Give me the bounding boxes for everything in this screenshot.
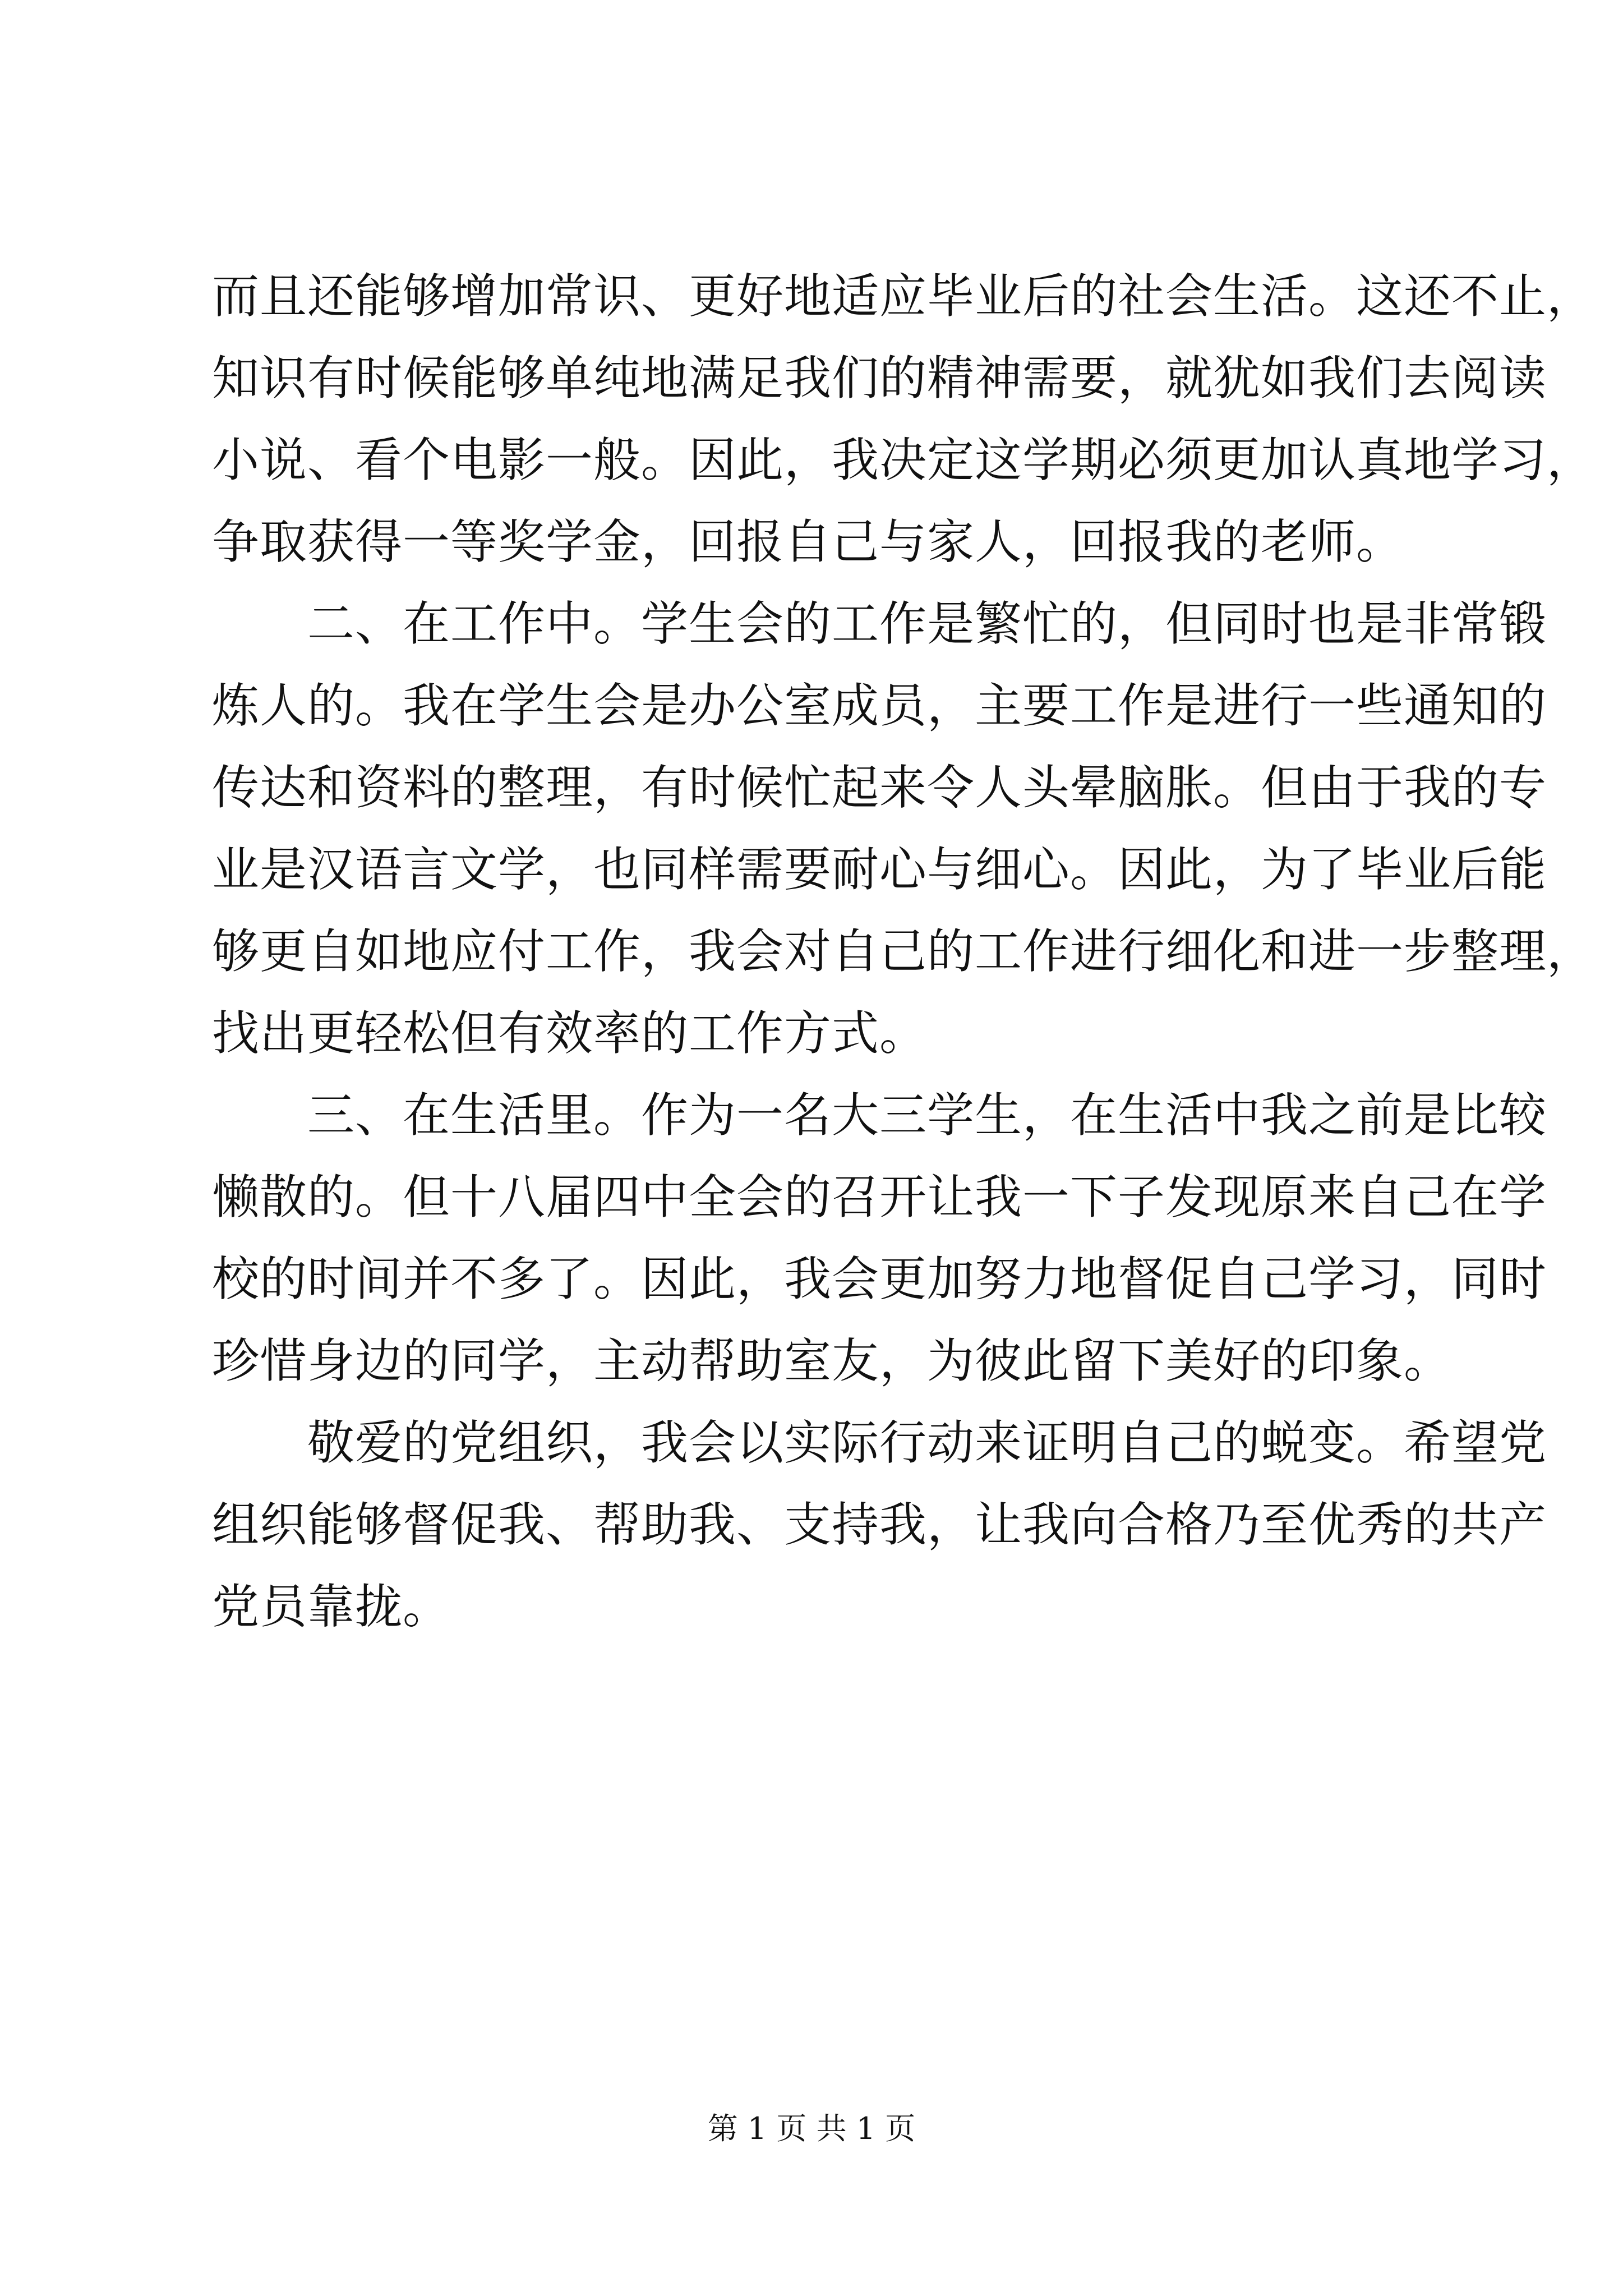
text-line: 够更自如地应付工作，我会对自己的工作进行细化和进一步整理， [212,924,1595,979]
text-line: 党员靠拢。 [212,1579,451,1634]
text-line: 二、在工作中。学生会的工作是繁忙的，但同时也是非常锻 [212,596,1547,651]
text-line: 珍惜身边的同学，主动帮助室友，为彼此留下美好的印象。 [212,1333,1452,1388]
page-number-footer: 第 1 页 共 1 页 [707,2111,916,2146]
text-line: 争取获得一等奖学金，回报自己与家人，回报我的老师。 [212,514,1404,569]
text-line: 炼人的。我在学生会是办公室成员，主要工作是进行一些通知的 [212,678,1547,733]
text-line: 校的时间并不多了。因此，我会更加努力地督促自己学习，同时 [212,1251,1547,1306]
text-line: 组织能够督促我、帮助我、支持我，让我向合格乃至优秀的共产 [212,1497,1547,1552]
text-line: 而且还能够增加常识、更好地适应毕业后的社会生活。这还不止， [212,269,1595,324]
text-line: 传达和资料的整理，有时候忙起来令人头晕脑胀。但由于我的专 [212,760,1547,815]
document-body [212,255,1595,1648]
text-line: 敬爱的党组织，我会以实际行动来证明自己的蜕变。希望党 [212,1415,1547,1470]
text-line: 找出更轻松但有效率的工作方式。 [212,1006,928,1061]
text-line: 三、在生活里。作为一名大三学生，在生活中我之前是比较 [212,1088,1547,1143]
text-line: 小说、看个电影一般。因此，我决定这学期必须更加认真地学习， [212,432,1595,487]
text-line: 懒散的。但十八届四中全会的召开让我一下子发现原来自己在学 [212,1170,1547,1225]
text-line: 知识有时候能够单纯地满足我们的精神需要，就犹如我们去阅读 [212,351,1547,406]
text-line: 业是汉语言文学，也同样需要耐心与细心。因此，为了毕业后能 [212,842,1547,897]
